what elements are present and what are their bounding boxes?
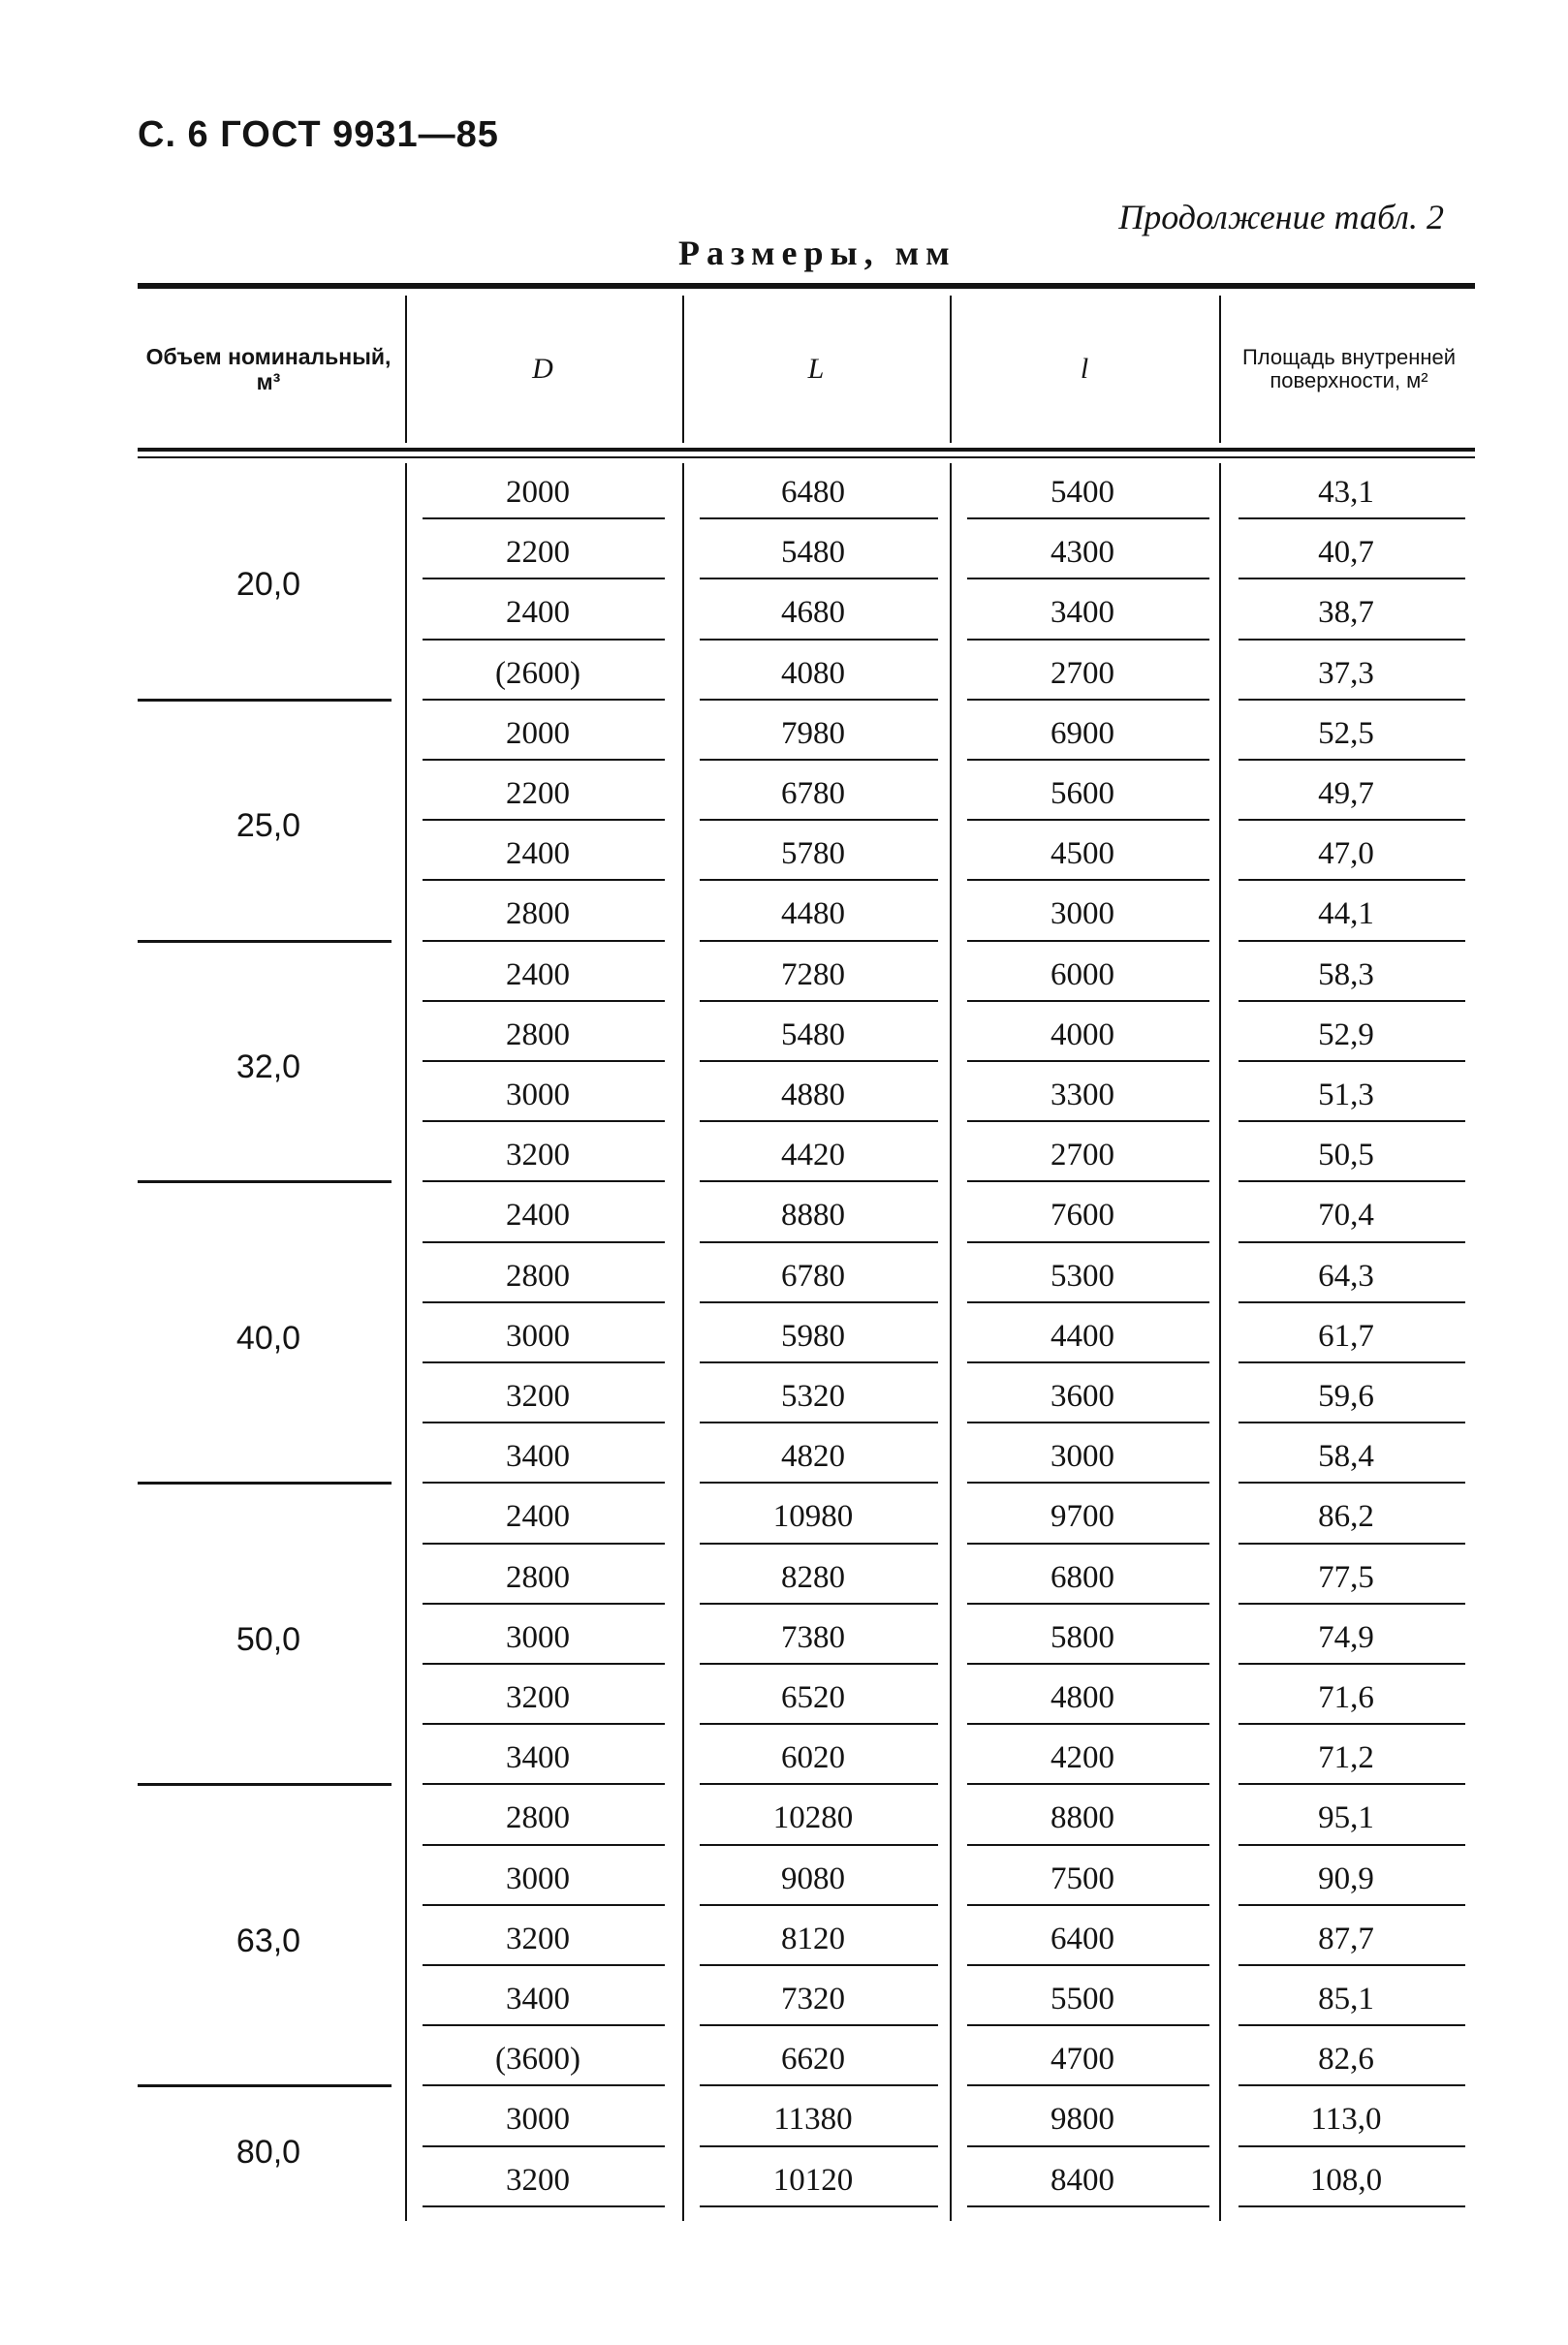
cell-inner-area: 71,2 [1318, 1740, 1374, 1776]
row-underline [1239, 639, 1465, 641]
cell-shell-length: 4300 [1051, 535, 1114, 571]
cell-length: 10280 [772, 1800, 854, 1836]
table-top-rule [138, 283, 1475, 289]
cell-inner-area: 113,0 [1310, 2102, 1382, 2138]
cell-shell-length: 7600 [1051, 1198, 1114, 1234]
cell-diameter: 3000 [506, 1860, 570, 1896]
cell-diameter: 2200 [506, 776, 570, 811]
row-underline [1239, 1180, 1465, 1182]
row-underline [1239, 1543, 1465, 1545]
row-underline [423, 1241, 665, 1243]
cell-shell-length: 8400 [1051, 2162, 1114, 2198]
cell-inner-area: 59,6 [1318, 1379, 1374, 1414]
row-underline [700, 759, 938, 761]
row-underline [423, 2145, 665, 2147]
group-separator [138, 1482, 392, 1485]
row-underline [423, 517, 665, 519]
group-separator [138, 1783, 392, 1786]
row-underline [1239, 1422, 1465, 1423]
cell-inner-area: 58,3 [1318, 956, 1374, 992]
cell-diameter: 3000 [506, 2102, 570, 2138]
cell-inner-area: 40,7 [1318, 535, 1374, 571]
cell-length: 6620 [781, 2042, 845, 2078]
row-underline [423, 759, 665, 761]
row-underline [423, 1301, 665, 1303]
row-underline [967, 639, 1209, 641]
row-underline [967, 578, 1209, 579]
cell-inner-area: 61,7 [1318, 1318, 1374, 1354]
cell-shell-length: 4000 [1051, 1016, 1114, 1052]
row-underline [700, 517, 938, 519]
cell-length: 5780 [781, 836, 845, 872]
row-underline [967, 819, 1209, 821]
row-underline [1239, 1783, 1465, 1785]
cell-volume: 25,0 [235, 807, 301, 845]
row-underline [1239, 1241, 1465, 1243]
group-separator [138, 2084, 392, 2087]
row-underline [967, 1603, 1209, 1605]
row-underline [700, 1723, 938, 1725]
cell-shell-length: 9800 [1051, 2102, 1114, 2138]
cell-length: 11380 [773, 2102, 853, 2138]
cell-inner-area: 52,9 [1318, 1016, 1374, 1052]
row-underline [700, 1241, 938, 1243]
cell-length: 4480 [781, 896, 845, 932]
cell-diameter: (3600) [495, 2042, 580, 2078]
group-separator [138, 940, 392, 943]
row-underline [423, 1783, 665, 1785]
column-header-inner-area: Площадь внутренней поверхности, м² [1241, 345, 1457, 392]
cell-volume: 32,0 [235, 1048, 301, 1085]
row-underline [423, 699, 665, 701]
cell-shell-length: 3300 [1051, 1078, 1114, 1112]
cell-length: 6780 [781, 776, 845, 811]
cell-shell-length: 7500 [1051, 1860, 1114, 1896]
row-underline [967, 1904, 1209, 1906]
row-underline [1239, 1964, 1465, 1966]
page-reference: С. 6 ГОСТ 9931—85 [138, 114, 499, 155]
row-underline [700, 2084, 938, 2086]
row-underline [700, 699, 938, 701]
row-underline [700, 1301, 938, 1303]
cell-length: 7280 [781, 956, 845, 992]
cell-length: 4880 [781, 1078, 845, 1112]
cell-shell-length: 9700 [1051, 1499, 1114, 1535]
row-underline [700, 1663, 938, 1665]
cell-diameter: 3000 [506, 1619, 570, 1655]
row-underline [1239, 1844, 1465, 1846]
row-underline [700, 1964, 938, 1966]
row-underline [423, 1120, 665, 1122]
cell-shell-length: 5600 [1051, 776, 1114, 811]
row-underline [967, 2024, 1209, 2026]
row-underline [700, 2145, 938, 2147]
body-column-divider [405, 463, 407, 2221]
cell-inner-area: 86,2 [1318, 1499, 1374, 1535]
cell-shell-length: 6800 [1051, 1559, 1114, 1595]
row-underline [700, 1000, 938, 1002]
cell-volume: 20,0 [235, 566, 301, 604]
row-underline [1239, 1723, 1465, 1725]
cell-inner-area: 37,3 [1318, 655, 1374, 691]
row-underline [423, 940, 665, 942]
row-underline [1239, 1904, 1465, 1906]
table-continuation-note: Продолжение табл. 2 [1118, 198, 1444, 236]
cell-shell-length: 6900 [1051, 715, 1114, 751]
cell-shell-length: 2700 [1051, 655, 1114, 691]
row-underline [967, 1301, 1209, 1303]
row-underline [967, 1723, 1209, 1725]
cell-inner-area: 108,0 [1309, 2162, 1383, 2198]
row-underline [967, 2145, 1209, 2147]
cell-diameter: 3000 [506, 1318, 570, 1354]
cell-length: 9080 [781, 1860, 845, 1896]
group-separator [138, 1180, 392, 1183]
cell-shell-length: 4800 [1051, 1680, 1114, 1715]
cell-shell-length: 3000 [1051, 896, 1114, 932]
row-underline [967, 1844, 1209, 1846]
row-underline [967, 759, 1209, 761]
row-underline [700, 639, 938, 641]
row-underline [967, 699, 1209, 701]
cell-inner-area: 51,3 [1318, 1078, 1374, 1112]
cell-diameter: 3200 [506, 1379, 570, 1414]
cell-diameter: 2400 [506, 956, 570, 992]
row-underline [423, 2084, 665, 2086]
row-underline [1239, 1000, 1465, 1002]
cell-diameter: 2400 [506, 1198, 570, 1234]
row-underline [967, 1060, 1209, 1062]
cell-inner-area: 52,5 [1318, 715, 1374, 751]
row-underline [1239, 2024, 1465, 2026]
cell-diameter: 2800 [506, 1258, 570, 1294]
row-underline [1239, 1361, 1465, 1363]
cell-length: 5980 [781, 1318, 845, 1354]
row-underline [423, 1723, 665, 1725]
cell-inner-area: 58,4 [1318, 1439, 1374, 1475]
row-underline [1239, 578, 1465, 579]
cell-shell-length: 4700 [1051, 2042, 1114, 2078]
row-underline [1239, 699, 1465, 701]
column-header-volume: Объем номинальный, м³ [145, 344, 392, 394]
row-underline [1239, 1663, 1465, 1665]
row-underline [423, 1180, 665, 1182]
cell-shell-length: 2700 [1051, 1138, 1114, 1173]
row-underline [967, 1482, 1209, 1484]
row-underline [1239, 2084, 1465, 2086]
cell-shell-length: 3600 [1051, 1379, 1114, 1414]
cell-diameter: 2200 [506, 535, 570, 571]
row-underline [967, 1422, 1209, 1423]
cell-length: 4820 [781, 1439, 845, 1475]
row-underline [423, 1361, 665, 1363]
column-header-diameter: D [532, 353, 553, 385]
row-underline [967, 1783, 1209, 1785]
cell-length: 6780 [781, 1258, 845, 1294]
cell-shell-length: 6000 [1051, 956, 1114, 992]
row-underline [423, 879, 665, 881]
cell-shell-length: 5300 [1051, 1258, 1114, 1294]
column-header-shell-length: l [1080, 353, 1089, 385]
cell-shell-length: 4500 [1051, 836, 1114, 872]
cell-inner-area: 74,9 [1318, 1619, 1374, 1655]
row-underline [700, 1482, 938, 1484]
row-underline [1239, 940, 1465, 942]
cell-length: 6480 [781, 475, 845, 510]
row-underline [700, 1543, 938, 1545]
row-underline [700, 578, 938, 579]
cell-volume: 50,0 [235, 1620, 301, 1658]
cell-length: 10120 [772, 2162, 854, 2198]
row-underline [423, 819, 665, 821]
cell-diameter: 2800 [506, 1559, 570, 1595]
row-underline [1239, 879, 1465, 881]
row-underline [1239, 1482, 1465, 1484]
row-underline [423, 1663, 665, 1665]
cell-diameter: (2600) [495, 655, 580, 691]
cell-inner-area: 70,4 [1318, 1198, 1374, 1234]
cell-length: 4420 [781, 1138, 845, 1173]
row-underline [967, 2084, 1209, 2086]
row-underline [700, 940, 938, 942]
cell-inner-area: 95,1 [1318, 1800, 1374, 1836]
cell-diameter: 2800 [506, 1016, 570, 1052]
row-underline [423, 578, 665, 579]
cell-shell-length: 3400 [1051, 595, 1114, 631]
cell-shell-length: 3000 [1051, 1439, 1114, 1475]
cell-length: 5320 [781, 1379, 845, 1414]
column-header-length: L [807, 353, 825, 385]
header-column-divider [950, 296, 952, 443]
cell-inner-area: 85,1 [1318, 1982, 1374, 2017]
body-column-divider [950, 463, 952, 2221]
row-underline [967, 1543, 1209, 1545]
cell-shell-length: 5500 [1051, 1982, 1114, 2017]
row-underline [423, 2024, 665, 2026]
row-underline [700, 1060, 938, 1062]
cell-shell-length: 4200 [1051, 1740, 1114, 1776]
cell-length: 7980 [781, 715, 845, 751]
row-underline [700, 1904, 938, 1906]
cell-inner-area: 44,1 [1318, 896, 1374, 932]
cell-length: 8120 [781, 1921, 845, 1956]
cell-diameter: 3400 [506, 1740, 570, 1776]
cell-inner-area: 77,5 [1318, 1559, 1374, 1595]
cell-shell-length: 5800 [1051, 1619, 1114, 1655]
cell-inner-area: 71,6 [1318, 1680, 1374, 1715]
row-underline [967, 1000, 1209, 1002]
cell-diameter: 3200 [506, 1138, 570, 1173]
row-underline [700, 1120, 938, 1122]
row-underline [967, 1964, 1209, 1966]
cell-diameter: 3400 [506, 1439, 570, 1475]
row-underline [423, 1603, 665, 1605]
cell-diameter: 2800 [506, 1800, 570, 1836]
cell-length: 4080 [781, 655, 845, 691]
cell-inner-area: 49,7 [1318, 776, 1374, 811]
row-underline [1239, 1060, 1465, 1062]
cell-shell-length: 6400 [1051, 1921, 1114, 1956]
cell-inner-area: 64,3 [1318, 1258, 1374, 1294]
cell-volume: 80,0 [235, 2133, 301, 2171]
row-underline [700, 1180, 938, 1182]
cell-length: 7320 [781, 1982, 845, 2017]
row-underline [967, 1120, 1209, 1122]
row-underline [1239, 759, 1465, 761]
cell-diameter: 2800 [506, 896, 570, 932]
row-underline [1239, 2205, 1465, 2207]
cell-length: 6520 [781, 1680, 845, 1715]
row-underline [967, 879, 1209, 881]
cell-inner-area: 82,6 [1318, 2042, 1374, 2078]
row-underline [423, 1543, 665, 1545]
header-column-divider [405, 296, 407, 443]
row-underline [967, 940, 1209, 942]
cell-diameter: 2000 [506, 715, 570, 751]
cell-length: 5480 [781, 1016, 845, 1052]
row-underline [1239, 1120, 1465, 1122]
cell-length: 8880 [781, 1198, 845, 1234]
row-underline [423, 1844, 665, 1846]
header-separator-rule-thin [138, 456, 1475, 458]
cell-diameter: 2000 [506, 475, 570, 510]
row-underline [1239, 1301, 1465, 1303]
row-underline [1239, 819, 1465, 821]
cell-diameter: 3200 [506, 2162, 570, 2198]
cell-diameter: 2400 [506, 836, 570, 872]
cell-length: 6020 [781, 1740, 845, 1776]
cell-shell-length: 5400 [1051, 475, 1114, 510]
row-underline [1239, 1603, 1465, 1605]
row-underline [700, 1844, 938, 1846]
row-underline [700, 879, 938, 881]
row-underline [967, 1361, 1209, 1363]
cell-inner-area: 50,5 [1318, 1138, 1374, 1173]
cell-volume: 63,0 [235, 1922, 301, 1959]
cell-inner-area: 90,9 [1318, 1860, 1374, 1896]
cell-diameter: 2400 [506, 1499, 570, 1535]
row-underline [967, 1663, 1209, 1665]
cell-volume: 40,0 [235, 1319, 301, 1357]
row-underline [423, 2205, 665, 2207]
cell-length: 5480 [781, 535, 845, 571]
header-column-divider [682, 296, 684, 443]
row-underline [423, 1000, 665, 1002]
row-underline [700, 1422, 938, 1423]
cell-diameter: 2400 [506, 595, 570, 631]
cell-diameter: 3000 [506, 1078, 570, 1112]
row-underline [700, 1783, 938, 1785]
row-underline [423, 1422, 665, 1423]
header-column-divider [1219, 296, 1221, 443]
cell-length: 4680 [781, 595, 845, 631]
cell-inner-area: 87,7 [1318, 1921, 1374, 1956]
row-underline [423, 1482, 665, 1484]
row-underline [700, 2205, 938, 2207]
cell-diameter: 3200 [506, 1680, 570, 1715]
row-underline [967, 2205, 1209, 2207]
row-underline [700, 1361, 938, 1363]
cell-inner-area: 43,1 [1318, 475, 1374, 510]
cell-shell-length: 8800 [1051, 1800, 1114, 1836]
row-underline [967, 1241, 1209, 1243]
cell-length: 10980 [772, 1499, 854, 1535]
row-underline [423, 1060, 665, 1062]
row-underline [1239, 517, 1465, 519]
cell-length: 7380 [781, 1619, 845, 1655]
cell-diameter: 3200 [506, 1921, 570, 1956]
table-caption: Размеры, мм [678, 234, 956, 272]
body-column-divider [682, 463, 684, 2221]
row-underline [423, 1904, 665, 1906]
row-underline [967, 517, 1209, 519]
row-underline [700, 819, 938, 821]
cell-inner-area: 47,0 [1318, 836, 1374, 872]
row-underline [1239, 2145, 1465, 2147]
group-separator [138, 699, 392, 702]
row-underline [700, 1603, 938, 1605]
row-underline [700, 2024, 938, 2026]
row-underline [967, 1180, 1209, 1182]
cell-length: 8280 [781, 1559, 845, 1595]
cell-shell-length: 4400 [1051, 1318, 1114, 1354]
header-separator-rule [138, 448, 1475, 452]
cell-inner-area: 38,7 [1318, 595, 1374, 631]
row-underline [423, 639, 665, 641]
body-column-divider [1219, 463, 1221, 2221]
row-underline [423, 1964, 665, 1966]
cell-diameter: 3400 [506, 1982, 570, 2017]
